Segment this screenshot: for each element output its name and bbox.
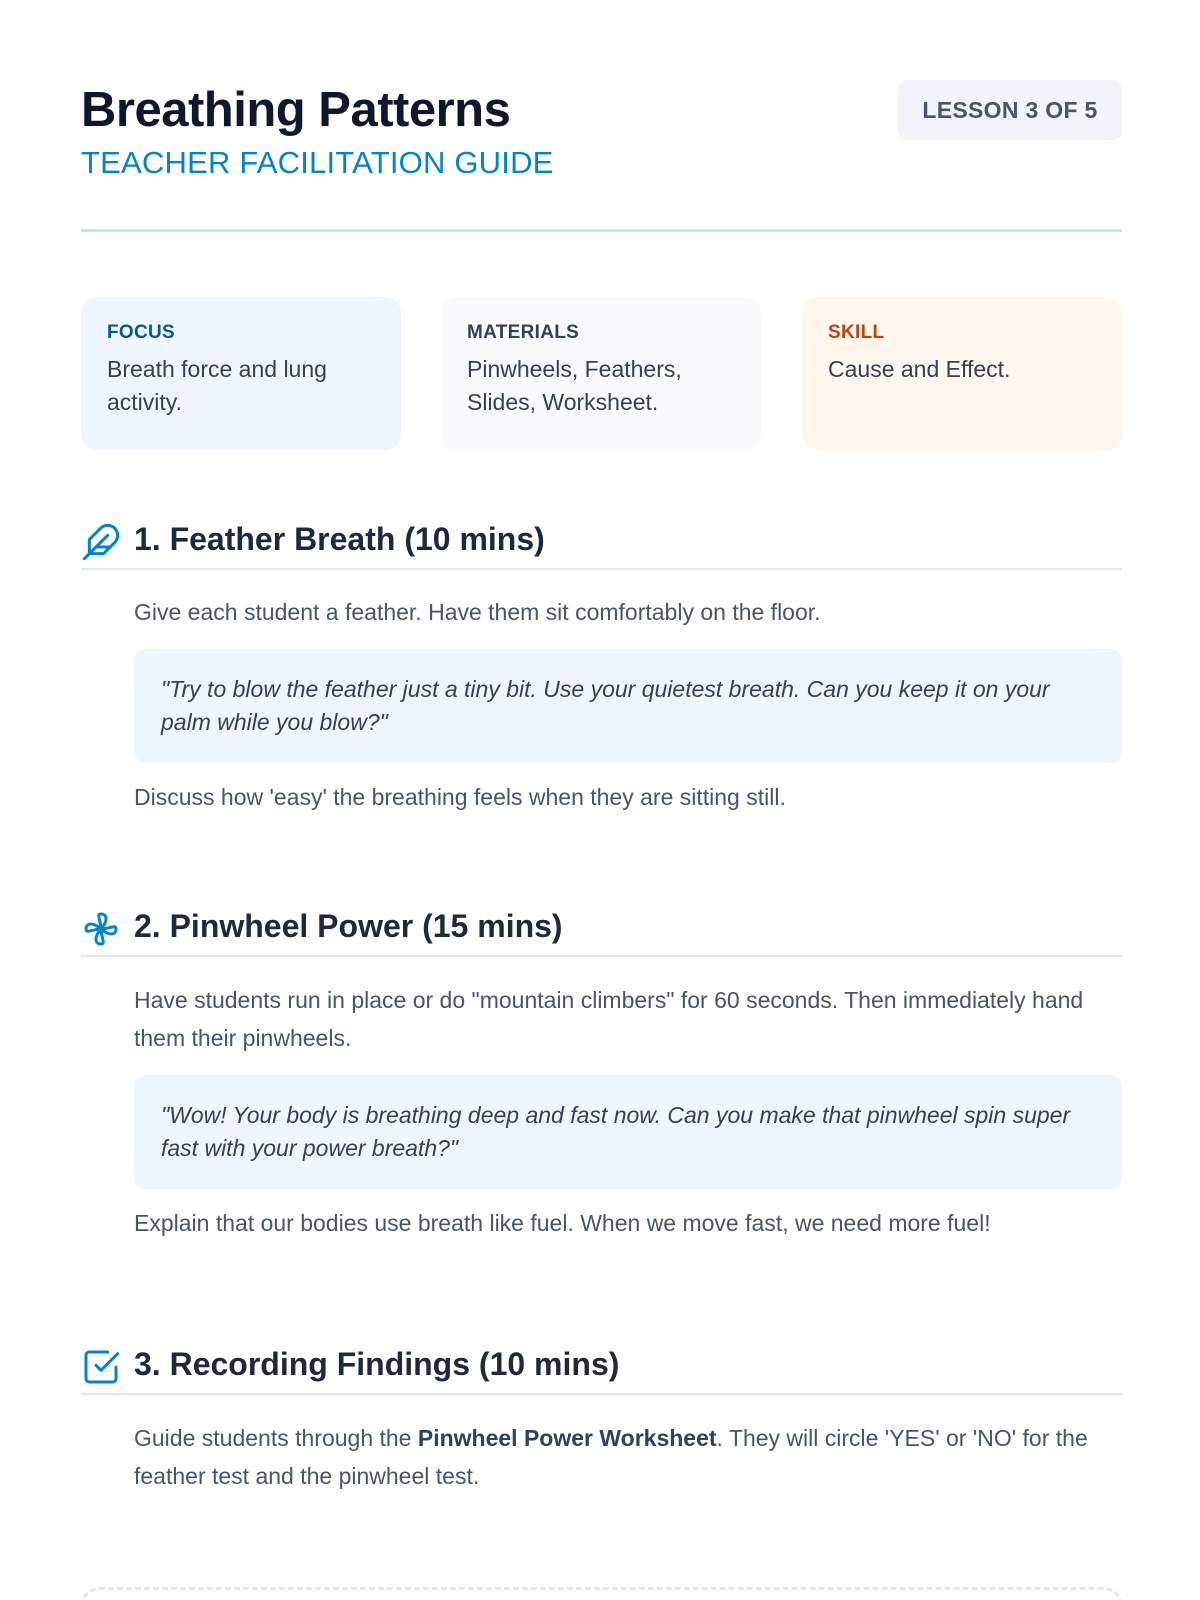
feather-icon [81, 522, 121, 562]
section-body [81, 981, 1122, 1242]
checkbox-icon [81, 1347, 121, 1387]
skill-card [802, 297, 1122, 450]
materials-text: Pinwheels, Feathers, Slides, Worksheet. [467, 356, 682, 415]
section-outro: Explain that our bodies use breath like fuel. When we move fast, we need more fuel! [134, 1210, 991, 1236]
overview-cards [81, 297, 1122, 450]
worksheet-name: Pinwheel Power Worksheet [417, 1425, 717, 1451]
text-after: . They will circle 'YES' or 'NO' for the feather test and the pinwheel test. [134, 1425, 1088, 1489]
focus-card [81, 297, 401, 450]
teacher-quote: "Wow! Your body is breathing deep and fast now. Can you make that pinwheel spin super fast with your power breath?" [134, 1075, 1122, 1189]
section-intro: Have students run in place or do "mountain climbers" for 60 seconds. Then immediately hand them their pinwheels. [134, 987, 1084, 1051]
page-subtitle: TEACHER FACILITATION GUIDE [81, 145, 554, 180]
section-header [81, 1337, 1122, 1395]
lesson-progress-badge: LESSON 3 OF 5 [898, 80, 1122, 140]
section-header [81, 899, 1122, 957]
section-intro: Give each student a feather. Have them sit comfortably on the floor. [134, 599, 821, 625]
materials-card [441, 297, 761, 450]
section-text [134, 1419, 1122, 1495]
section-body [81, 593, 1122, 816]
materials-label: MATERIALS [467, 322, 580, 343]
section-header [81, 512, 1122, 570]
lesson-guide-page [81, 0, 1122, 1489]
section-title: 2. Pinwheel Power (15 mins) [134, 908, 563, 944]
page-title: Breathing Patterns [81, 83, 511, 137]
section-body [81, 1419, 1122, 1495]
section-outro: Discuss how 'easy' the breathing feels when they are sitting still. [134, 784, 786, 810]
section-title: 1. Feather Breath (10 mins) [134, 521, 545, 557]
focus-text: Breath force and lung activity. [107, 356, 327, 415]
section-pinwheel-power [81, 899, 1122, 1242]
skill-label: SKILL [828, 322, 885, 343]
notes-box [81, 1587, 1122, 1600]
teacher-quote: "Try to blow the feather just a tiny bit. Use your quietest breath. Can you keep it on your palm while you blow?" [134, 649, 1122, 763]
header [81, 0, 1122, 232]
section-feather-breath [81, 512, 1122, 816]
text-before: Guide students through the [134, 1425, 418, 1451]
section-recording-findings [81, 1337, 1122, 1495]
pinwheel-icon [81, 909, 121, 949]
focus-label: FOCUS [107, 322, 175, 343]
section-title: 3. Recording Findings (10 mins) [134, 1346, 620, 1382]
skill-text: Cause and Effect. [828, 356, 1011, 382]
